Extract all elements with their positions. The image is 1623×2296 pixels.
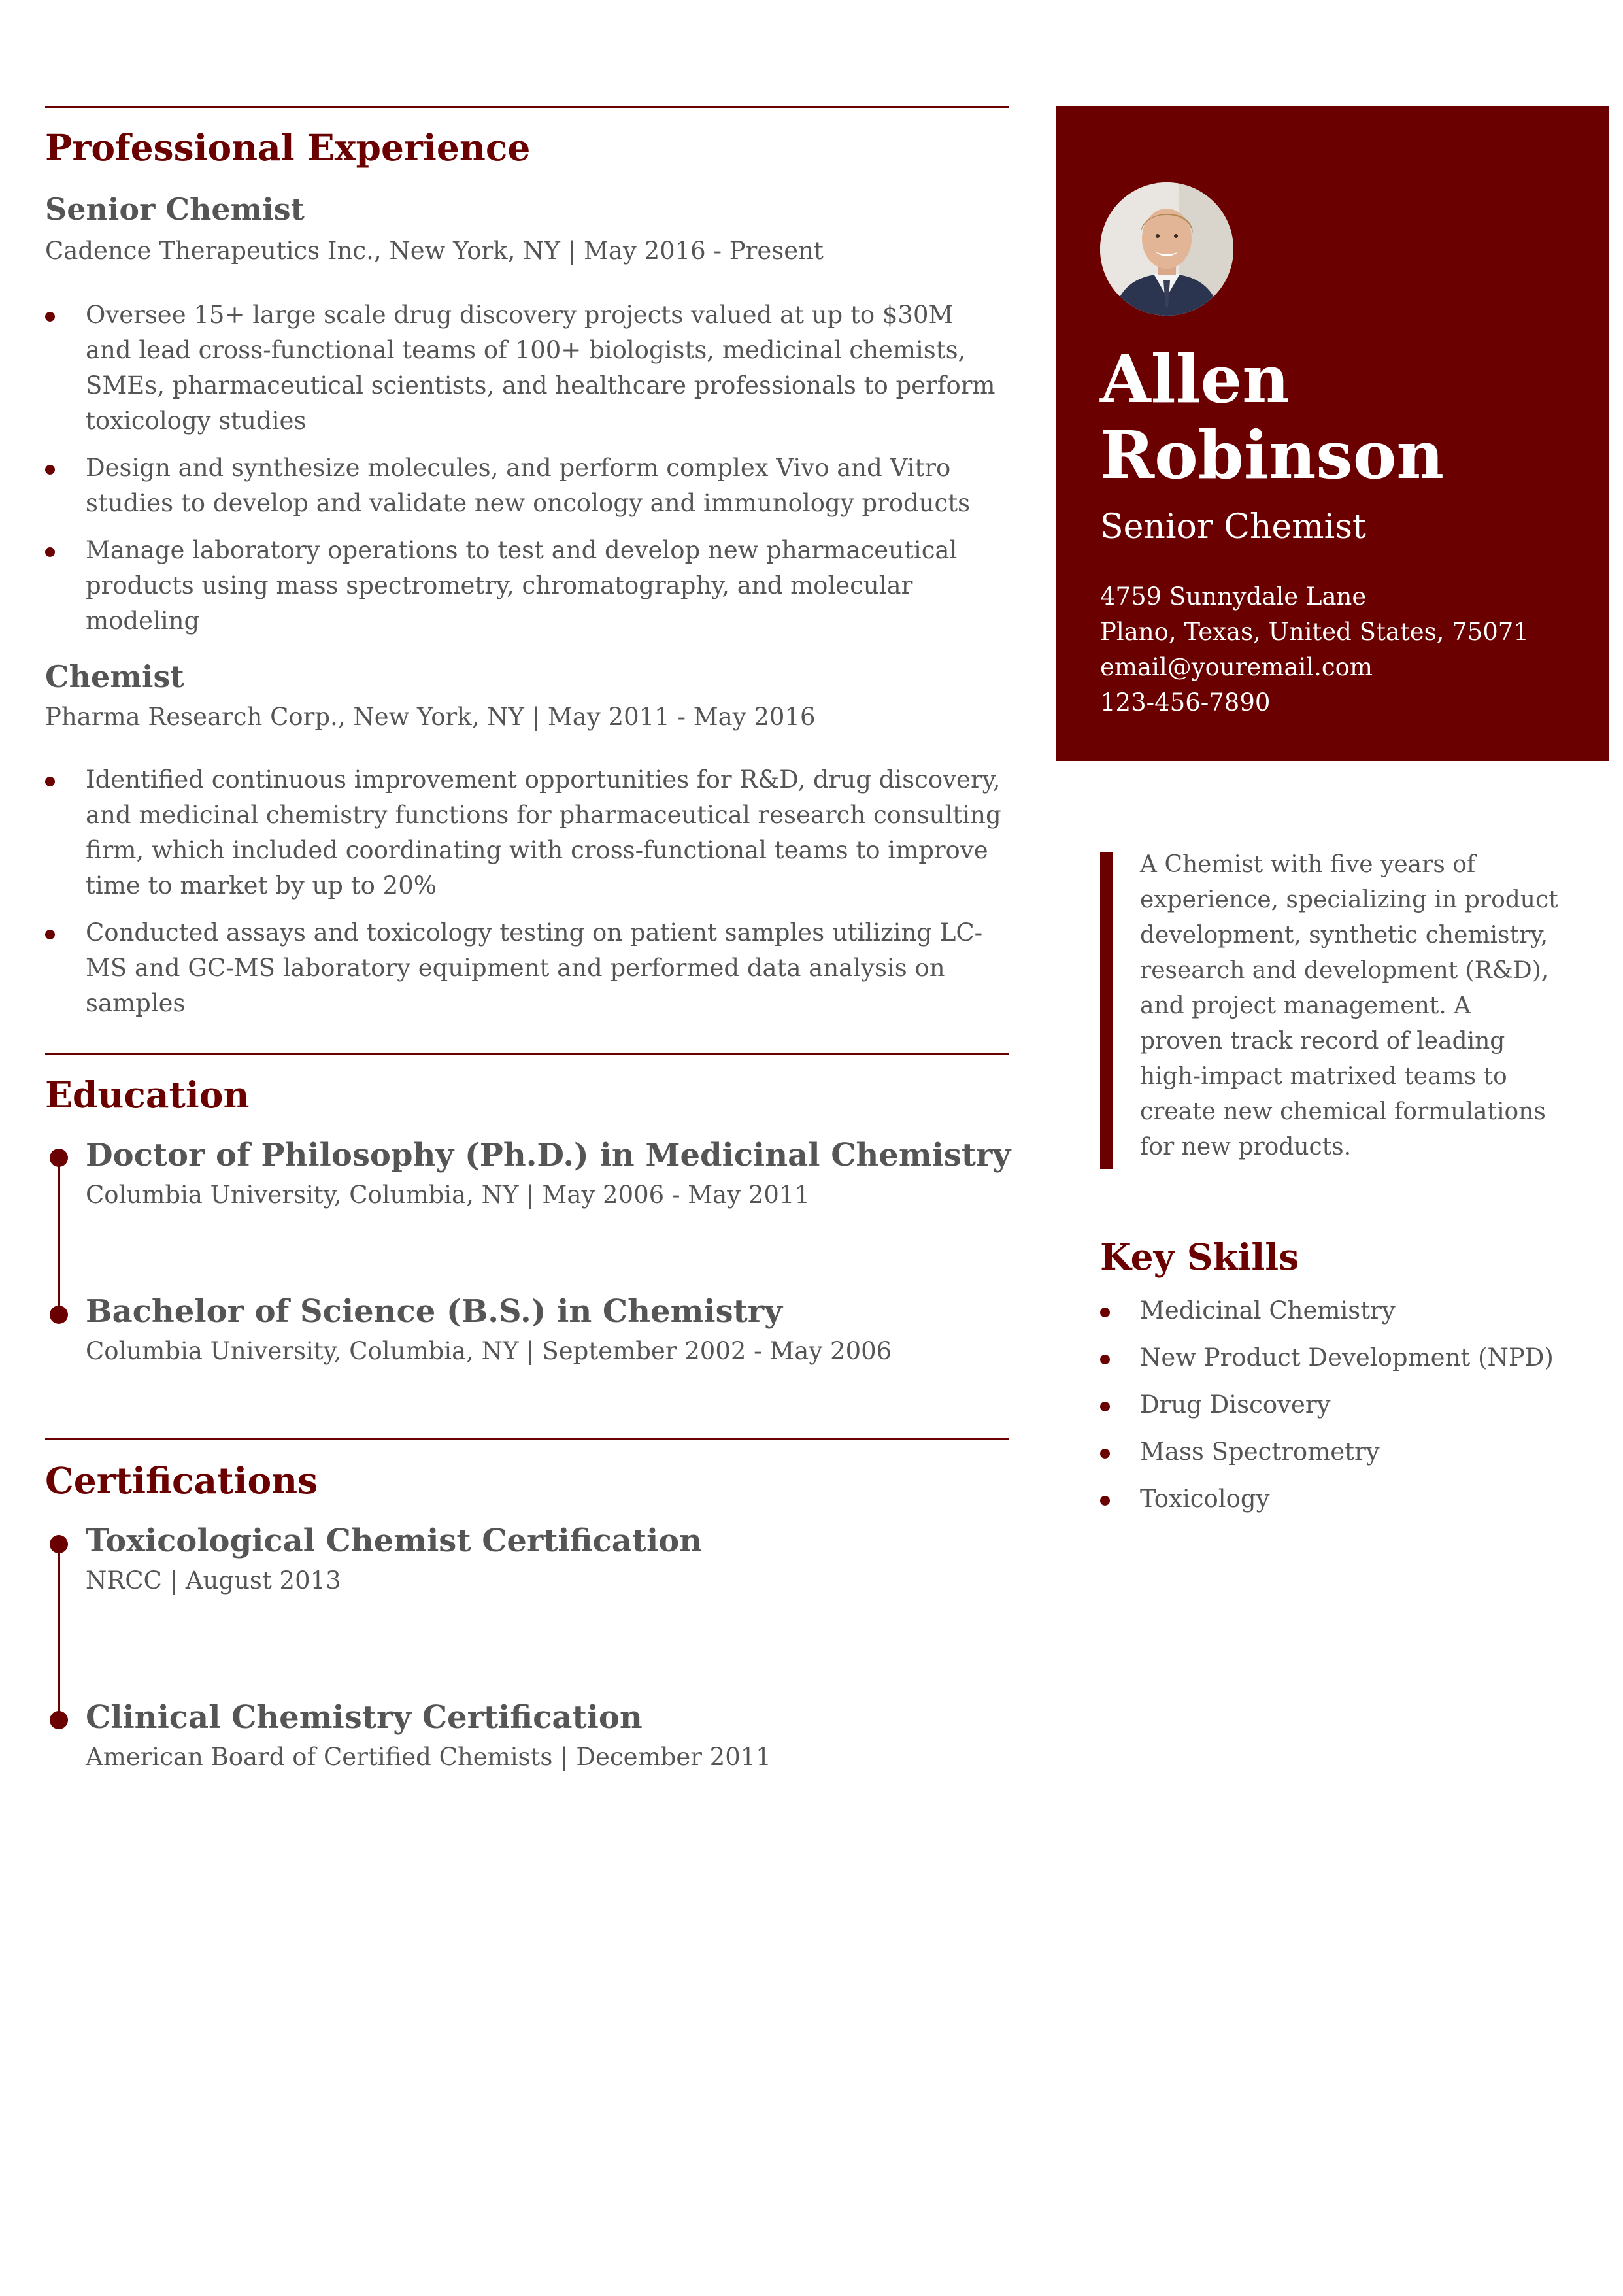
profile-header	[1056, 106, 1609, 761]
job-meta: Pharma Research Corp., New York, NY | May 2011 - May 2016	[45, 703, 816, 731]
bullet-dot-icon	[1100, 1496, 1110, 1506]
list-item	[45, 915, 1006, 1021]
list-item	[1100, 1434, 1554, 1470]
job-title: Chemist	[45, 659, 184, 694]
list-item	[1100, 1481, 1554, 1517]
timeline-dot-icon	[50, 1711, 68, 1729]
bullet-text: Conducted assays and toxicology testing on patient samples utilizing LC-MS and GC-MS laboratory equipment and performed data analysis on samples	[86, 919, 983, 1017]
bullet-dot-icon	[45, 547, 55, 557]
bullet-dot-icon	[45, 930, 55, 939]
skill-text: Toxicology	[1140, 1485, 1270, 1513]
phone[interactable]: 123-456-7890	[1100, 688, 1271, 717]
bullet-dot-icon	[45, 312, 55, 322]
bullet-dot-icon	[1100, 1308, 1110, 1317]
bullet-dot-icon	[45, 777, 55, 786]
certification-meta: American Board of Certified Chemists | December 2011	[86, 1743, 771, 1771]
last-name: Robinson	[1100, 416, 1445, 494]
profile-role: Senior Chemist	[1100, 507, 1366, 547]
skills-heading: Key Skills	[1100, 1236, 1299, 1278]
avatar	[1100, 182, 1233, 316]
list-item	[45, 297, 1006, 439]
list-item	[1100, 1293, 1554, 1328]
skills-list	[1100, 1293, 1554, 1528]
skill-text: Drug Discovery	[1140, 1391, 1331, 1419]
timeline-dot-icon	[50, 1306, 68, 1324]
bullet-text: Oversee 15+ large scale drug discovery projects valued at up to $30M and lead cross-functional teams of 100+ biologists, medicinal chemists, SMEs, pharmaceutical scientists, and healthcare professionals to perform toxicology studies	[86, 301, 996, 435]
certifications-heading: Certifications	[45, 1459, 318, 1502]
list-item	[1100, 1340, 1554, 1376]
job-title: Senior Chemist	[45, 192, 305, 227]
bullet-dot-icon	[1100, 1402, 1110, 1411]
list-item	[45, 762, 1006, 903]
job-meta: Cadence Therapeutics Inc., New York, NY | May 2016 - Present	[45, 237, 824, 265]
address-line-1: 4759 Sunnydale Lane	[1100, 582, 1367, 611]
bullet-text: Manage laboratory operations to test and develop new pharmaceutical products using mass spectrometry, chromatography, and molecular modeling	[86, 536, 958, 635]
certification-meta: NRCC | August 2013	[86, 1566, 341, 1595]
first-name: Allen	[1100, 341, 1290, 418]
education-meta: Columbia University, Columbia, NY | May 2006 - May 2011	[86, 1181, 810, 1209]
bullet-dot-icon	[45, 465, 55, 475]
experience-heading: Professional Experience	[45, 126, 531, 169]
certifications-rule	[45, 1438, 1009, 1440]
bullet-dot-icon	[1100, 1449, 1110, 1459]
education-rule	[45, 1053, 1009, 1055]
education-timeline	[58, 1158, 60, 1315]
timeline-dot-icon	[50, 1149, 68, 1167]
bullet-dot-icon	[1100, 1355, 1110, 1364]
education-heading: Education	[45, 1073, 250, 1116]
address-line-2: Plano, Texas, United States, 75071	[1100, 618, 1529, 646]
bullet-text: Identified continuous improvement opportunities for R&D, drug discovery, and medicinal chemistry functions for pharmaceutical research consulting firm, which included coordinating with cross-functional teams to improve time to market by up to 20%	[86, 766, 1001, 900]
certification-title: Toxicological Chemist Certification	[86, 1523, 703, 1559]
skill-text: Mass Spectrometry	[1140, 1438, 1380, 1466]
timeline-dot-icon	[50, 1535, 68, 1553]
email[interactable]: email@youremail.com	[1100, 653, 1373, 681]
education-title: Doctor of Philosophy (Ph.D.) in Medicinal Chemistry	[86, 1137, 1011, 1173]
bullet-text: Design and synthesize molecules, and perform complex Vivo and Vitro studies to develop and validate new oncology and immunology products	[86, 454, 971, 517]
certification-title: Clinical Chemistry Certification	[86, 1699, 643, 1736]
skill-text: New Product Development (NPD)	[1140, 1343, 1554, 1372]
avatar-photo-icon	[1100, 182, 1233, 316]
summary-accent-bar	[1100, 852, 1113, 1169]
list-item	[1100, 1387, 1554, 1423]
job-bullets	[45, 297, 1006, 650]
certifications-timeline	[58, 1544, 60, 1721]
profile-summary: A Chemist with five years of experience, specializing in product development, synthetic chemistry, research and development (R&D), and project management. A proven track record of leading high-impact matrixed teams to create new chemical formulations for new products.	[1140, 851, 1558, 1160]
education-meta: Columbia University, Columbia, NY | September 2002 - May 2006	[86, 1337, 892, 1365]
contact-details	[1100, 579, 1529, 720]
skill-text: Medicinal Chemistry	[1140, 1296, 1396, 1325]
job-bullets	[45, 762, 1006, 1033]
profile-name	[1100, 341, 1444, 493]
list-item	[45, 533, 1006, 639]
experience-rule	[45, 106, 1009, 108]
education-title: Bachelor of Science (B.S.) in Chemistry	[86, 1293, 782, 1330]
list-item	[45, 450, 1006, 521]
